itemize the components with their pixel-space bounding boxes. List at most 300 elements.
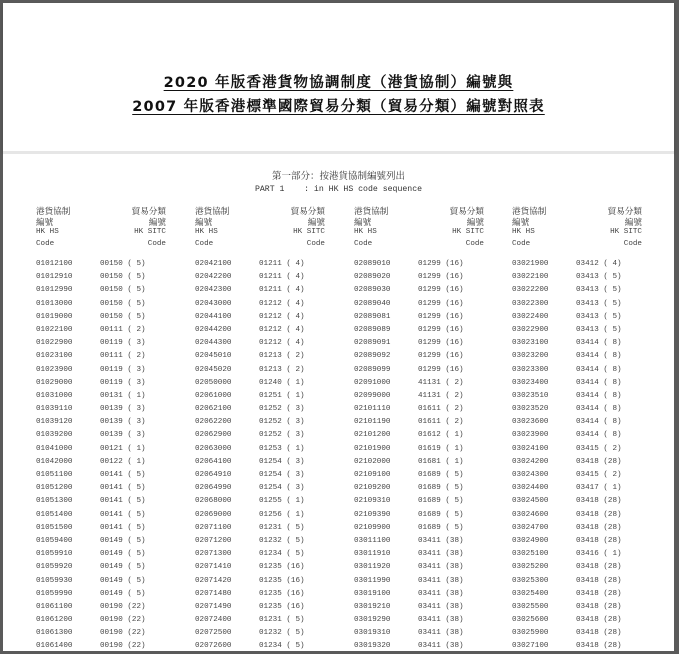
hk-sitc-code: 03418 (28) xyxy=(576,497,622,506)
hk-sitc-code: 03418 (28) xyxy=(576,523,622,532)
hk-hs-code: 01061100 xyxy=(36,602,73,611)
document-title-line-2 xyxy=(3,95,674,116)
table-row xyxy=(195,324,325,337)
hk-hs-code: 02042200 xyxy=(195,273,232,282)
hk-hs-code: 01019000 xyxy=(36,312,73,321)
hk-hs-code: 03011100 xyxy=(354,536,391,545)
hk-hs-code: 03025400 xyxy=(512,589,549,598)
hk-hs-code: 02062100 xyxy=(195,405,232,414)
table-row xyxy=(36,509,166,522)
table-row xyxy=(36,284,166,297)
section-title-zh: 第一部分：按港貨協制編號列出 xyxy=(271,171,405,182)
hk-hs-code: 02050000 xyxy=(195,378,232,387)
table-row xyxy=(512,509,642,522)
hk-hs-code: 02101190 xyxy=(354,418,391,427)
hs-header-en-1: HK HS xyxy=(195,228,218,236)
hk-sitc-code: 00119 ( 3) xyxy=(100,339,146,348)
hk-sitc-code: 03418 (28) xyxy=(576,576,622,585)
table-row xyxy=(354,271,484,284)
hk-sitc-code: 01255 ( 1) xyxy=(259,497,305,506)
table-row xyxy=(195,640,325,653)
title-line-2-text: 2007 年版香港標準國際貿易分類（貿易分類）編號對照表 xyxy=(132,99,545,115)
table-row xyxy=(36,443,166,456)
hk-hs-code: 02044100 xyxy=(195,312,232,321)
hk-sitc-code: 01689 ( 5) xyxy=(418,523,464,532)
hk-sitc-code: 00119 ( 3) xyxy=(100,365,146,374)
hk-hs-code: 02061000 xyxy=(195,391,232,400)
hk-sitc-code: 03418 (28) xyxy=(576,629,622,638)
table-row xyxy=(354,390,484,403)
table-row xyxy=(36,601,166,614)
table-row xyxy=(195,482,325,495)
hk-sitc-code: 03411 (38) xyxy=(418,576,464,585)
table-row xyxy=(36,324,166,337)
hk-sitc-code: 03414 ( 8) xyxy=(576,378,622,387)
table-row xyxy=(354,535,484,548)
hk-hs-code: 01059400 xyxy=(36,536,73,545)
table-row xyxy=(195,469,325,482)
hk-sitc-code: 03414 ( 8) xyxy=(576,365,622,374)
table-row xyxy=(354,495,484,508)
hk-sitc-code: 01211 ( 4) xyxy=(259,286,305,295)
table-row xyxy=(195,364,325,377)
hs-header-en-2: Code xyxy=(195,240,214,248)
hk-hs-code: 02071410 xyxy=(195,563,232,572)
hk-hs-code: 02062900 xyxy=(195,431,232,440)
table-row xyxy=(36,469,166,482)
hk-sitc-code: 03413 ( 5) xyxy=(576,286,622,295)
table-row xyxy=(354,364,484,377)
hk-sitc-code: 01254 ( 3) xyxy=(259,471,305,479)
hk-sitc-code: 03411 (38) xyxy=(418,563,464,572)
table-row xyxy=(512,495,642,508)
hk-sitc-code: 03411 (38) xyxy=(418,589,464,598)
hk-sitc-code: 03411 (38) xyxy=(418,616,464,625)
hk-sitc-code: 00141 ( 5) xyxy=(100,471,146,479)
table-row xyxy=(36,456,166,469)
hk-hs-code: 01051100 xyxy=(36,471,73,479)
table-row xyxy=(354,416,484,429)
hk-sitc-code: 00149 ( 5) xyxy=(100,536,146,545)
table-row xyxy=(195,403,325,416)
hk-sitc-code: 01689 ( 5) xyxy=(418,471,464,479)
hk-sitc-code: 00141 ( 5) xyxy=(100,523,146,532)
table-row xyxy=(195,416,325,429)
table-row xyxy=(512,311,642,324)
table-row xyxy=(512,337,642,350)
table-row xyxy=(36,258,166,271)
hk-sitc-code: 01252 ( 3) xyxy=(259,418,305,427)
hk-hs-code: 01051300 xyxy=(36,497,73,506)
table-row xyxy=(512,377,642,390)
hk-hs-code: 01061300 xyxy=(36,629,73,638)
hk-hs-code: 02064910 xyxy=(195,471,232,479)
table-rows xyxy=(354,258,484,654)
hk-sitc-code: 01232 ( 5) xyxy=(259,536,305,545)
hk-hs-code: 01022900 xyxy=(36,339,73,348)
table-row xyxy=(512,640,642,653)
hk-sitc-code: 00150 ( 5) xyxy=(100,260,146,268)
hk-sitc-code: 01234 ( 5) xyxy=(259,550,305,559)
table-row xyxy=(354,456,484,469)
table-row xyxy=(195,575,325,588)
table-row xyxy=(195,271,325,284)
hk-sitc-code: 00190 (22) xyxy=(100,602,146,611)
table-row xyxy=(195,535,325,548)
table-row xyxy=(195,627,325,640)
hk-sitc-code: 00149 ( 5) xyxy=(100,550,146,559)
hk-hs-code: 02064990 xyxy=(195,484,232,493)
table-row xyxy=(354,258,484,271)
table-row xyxy=(512,588,642,601)
hk-sitc-code: 01251 ( 1) xyxy=(259,391,305,400)
hk-hs-code: 03024900 xyxy=(512,536,549,545)
hk-sitc-code: 03418 (28) xyxy=(576,457,622,466)
hk-sitc-code: 01681 ( 1) xyxy=(418,457,464,466)
sitc-header-en-2: Code xyxy=(465,240,484,248)
hk-sitc-code: 01232 ( 5) xyxy=(259,629,305,638)
table-row xyxy=(512,535,642,548)
hk-sitc-code: 01235 (16) xyxy=(259,602,305,611)
hk-hs-code: 02072400 xyxy=(195,616,232,625)
hs-header-en-1: HK HS xyxy=(354,228,377,236)
table-row xyxy=(195,588,325,601)
hk-sitc-code: 01211 ( 4) xyxy=(259,260,305,268)
hk-sitc-code: 01299 (16) xyxy=(418,365,464,374)
hk-hs-code: 01039110 xyxy=(36,405,73,414)
hs-header-en-1: HK HS xyxy=(36,228,59,236)
hk-hs-code: 01051200 xyxy=(36,484,73,493)
hk-sitc-code: 03411 (38) xyxy=(418,550,464,559)
hk-sitc-code: 01689 ( 5) xyxy=(418,484,464,493)
hk-sitc-code: 00119 ( 3) xyxy=(100,378,146,387)
hk-hs-code: 03024500 xyxy=(512,497,549,506)
table-row xyxy=(512,575,642,588)
hk-sitc-code: 01213 ( 2) xyxy=(259,365,305,374)
table-row xyxy=(354,350,484,363)
hk-sitc-code: 01252 ( 3) xyxy=(259,405,305,414)
hk-sitc-code: 01299 (16) xyxy=(418,352,464,361)
hk-hs-code: 02089081 xyxy=(354,312,391,321)
table-row xyxy=(354,324,484,337)
table-row xyxy=(36,377,166,390)
hs-header-zh-1: 港貨協制 xyxy=(512,207,547,217)
hk-hs-code: 01039120 xyxy=(36,418,73,427)
table-row xyxy=(354,640,484,653)
hk-sitc-code: 03417 ( 1) xyxy=(576,484,622,493)
table-row xyxy=(36,640,166,653)
hk-hs-code: 03024100 xyxy=(512,444,549,453)
table-row xyxy=(195,456,325,469)
hk-sitc-code: 00149 ( 5) xyxy=(100,589,146,598)
table-row xyxy=(512,456,642,469)
hk-hs-code: 01059920 xyxy=(36,563,73,572)
hk-sitc-code: 01689 ( 5) xyxy=(418,510,464,519)
hk-hs-code: 03022900 xyxy=(512,325,549,334)
table-row xyxy=(512,258,642,271)
table-row xyxy=(36,271,166,284)
table-column-group xyxy=(195,205,325,651)
table-row xyxy=(36,614,166,627)
hk-hs-code: 02045020 xyxy=(195,365,232,374)
hk-sitc-code: 03413 ( 5) xyxy=(576,312,622,321)
hk-sitc-code: 03418 (28) xyxy=(576,536,622,545)
table-column-group xyxy=(354,205,484,651)
table-row xyxy=(195,601,325,614)
sitc-header-en-1: HK SITC xyxy=(452,228,484,236)
table-row xyxy=(354,469,484,482)
table-row xyxy=(36,298,166,311)
title-line-1-text: 2020 年版香港貨物協調制度（港貨協制）編號與 xyxy=(163,75,514,91)
table-row xyxy=(512,298,642,311)
hk-hs-code: 03019100 xyxy=(354,589,391,598)
hk-hs-code: 02109310 xyxy=(354,497,391,506)
hk-hs-code: 03019210 xyxy=(354,602,391,611)
hk-hs-code: 03025600 xyxy=(512,616,549,625)
table-column-group xyxy=(512,205,642,651)
table-row xyxy=(195,509,325,522)
hk-sitc-code: 00131 ( 1) xyxy=(100,391,146,400)
table-row xyxy=(36,416,166,429)
table-row xyxy=(36,482,166,495)
hk-hs-code: 03023600 xyxy=(512,418,549,427)
table-rows xyxy=(195,258,325,654)
table-row xyxy=(354,443,484,456)
table-column-group xyxy=(36,205,166,651)
hk-sitc-code: 00150 ( 5) xyxy=(100,312,146,321)
hk-hs-code: 01022100 xyxy=(36,325,73,334)
table-row xyxy=(36,627,166,640)
hk-hs-code: 02064100 xyxy=(195,457,232,466)
hk-sitc-code: 03411 (38) xyxy=(418,602,464,611)
hk-sitc-code: 00141 ( 5) xyxy=(100,497,146,506)
hk-sitc-code: 01234 ( 5) xyxy=(259,642,305,651)
hk-hs-code: 02072500 xyxy=(195,629,232,638)
hk-sitc-code: 03418 (28) xyxy=(576,563,622,572)
sitc-header-zh-1: 貿易分類 xyxy=(131,207,166,217)
table-row xyxy=(354,377,484,390)
hk-hs-code: 02101200 xyxy=(354,431,391,440)
hk-sitc-code: 03414 ( 8) xyxy=(576,391,622,400)
table-row xyxy=(195,337,325,350)
hk-sitc-code: 01231 ( 5) xyxy=(259,616,305,625)
hs-header-zh-2: 編號 xyxy=(36,218,54,228)
table-row xyxy=(354,588,484,601)
hk-sitc-code: 00122 ( 1) xyxy=(100,457,146,466)
hk-hs-code: 03025300 xyxy=(512,576,549,585)
hk-hs-code: 01039200 xyxy=(36,431,73,440)
table-row xyxy=(512,403,642,416)
hk-sitc-code: 00141 ( 5) xyxy=(100,484,146,493)
hk-sitc-code: 00190 (22) xyxy=(100,642,146,651)
title-page xyxy=(3,3,674,151)
table-row xyxy=(36,548,166,561)
hk-hs-code: 01042000 xyxy=(36,457,73,466)
hk-hs-code: 01051500 xyxy=(36,523,73,532)
hk-hs-code: 02089040 xyxy=(354,299,391,308)
hk-sitc-code: 01612 ( 1) xyxy=(418,431,464,440)
column-header xyxy=(354,205,484,251)
table-row xyxy=(512,390,642,403)
hk-hs-code: 02062200 xyxy=(195,418,232,427)
hk-sitc-code: 03414 ( 8) xyxy=(576,418,622,427)
hk-hs-code: 02099000 xyxy=(354,391,391,400)
table-row xyxy=(36,311,166,324)
hs-header-zh-1: 港貨協制 xyxy=(195,207,230,217)
sitc-header-en-2: Code xyxy=(306,240,325,248)
hk-sitc-code: 00190 (22) xyxy=(100,629,146,638)
hs-header-en-2: Code xyxy=(512,240,531,248)
hk-sitc-code: 01299 (16) xyxy=(418,286,464,295)
hk-sitc-code: 03413 ( 5) xyxy=(576,299,622,308)
hk-hs-code: 03011920 xyxy=(354,563,391,572)
hk-hs-code: 01059990 xyxy=(36,589,73,598)
hk-sitc-code: 03414 ( 8) xyxy=(576,339,622,348)
hk-hs-code: 02089089 xyxy=(354,325,391,334)
table-row xyxy=(512,284,642,297)
hk-hs-code: 03027100 xyxy=(512,642,549,651)
hk-hs-code: 02101110 xyxy=(354,405,391,414)
hk-hs-code: 02089092 xyxy=(354,352,391,361)
hk-hs-code: 03011990 xyxy=(354,576,391,585)
table-row xyxy=(512,482,642,495)
hk-hs-code: 03022200 xyxy=(512,286,549,295)
table-row xyxy=(512,614,642,627)
table-row xyxy=(195,548,325,561)
hk-sitc-code: 01235 (16) xyxy=(259,589,305,598)
table-row xyxy=(354,311,484,324)
hk-sitc-code: 01299 (16) xyxy=(418,299,464,308)
hs-header-zh-1: 港貨協制 xyxy=(354,207,389,217)
hk-hs-code: 02071480 xyxy=(195,589,232,598)
table-row xyxy=(512,364,642,377)
hk-sitc-code: 01212 ( 4) xyxy=(259,299,305,308)
table-row xyxy=(195,284,325,297)
hk-hs-code: 03019290 xyxy=(354,616,391,625)
hk-sitc-code: 00149 ( 5) xyxy=(100,576,146,585)
sitc-header-zh-1: 貿易分類 xyxy=(449,207,484,217)
hk-hs-code: 02042100 xyxy=(195,260,232,268)
hk-hs-code: 03023900 xyxy=(512,431,549,440)
table-row xyxy=(36,495,166,508)
hk-sitc-code: 01299 (16) xyxy=(418,273,464,282)
table-rows xyxy=(36,258,166,654)
hk-hs-code: 03025500 xyxy=(512,602,549,611)
hk-sitc-code: 01611 ( 2) xyxy=(418,418,464,427)
hk-sitc-code: 01299 (16) xyxy=(418,312,464,321)
table-row xyxy=(354,561,484,574)
hk-sitc-code: 01256 ( 1) xyxy=(259,510,305,519)
table-row xyxy=(36,588,166,601)
table-row xyxy=(195,311,325,324)
table-row xyxy=(354,429,484,442)
hk-sitc-code: 00111 ( 2) xyxy=(100,325,146,334)
hk-hs-code: 02102000 xyxy=(354,457,391,466)
hk-sitc-code: 03416 ( 1) xyxy=(576,550,622,559)
hk-sitc-code: 03418 (28) xyxy=(576,602,622,611)
table-page xyxy=(3,154,674,651)
hk-hs-code: 03024600 xyxy=(512,510,549,519)
table-row xyxy=(36,364,166,377)
hk-hs-code: 02071490 xyxy=(195,602,232,611)
hk-hs-code: 01061400 xyxy=(36,642,73,651)
table-row xyxy=(195,443,325,456)
table-row xyxy=(354,627,484,640)
table-row xyxy=(36,575,166,588)
sitc-header-zh-2: 編號 xyxy=(148,218,166,228)
hs-header-zh-1: 港貨協制 xyxy=(36,207,71,217)
hk-sitc-code: 00150 ( 5) xyxy=(100,286,146,295)
hk-sitc-code: 03414 ( 8) xyxy=(576,405,622,414)
hk-hs-code: 03019310 xyxy=(354,629,391,638)
table-row xyxy=(512,601,642,614)
hk-sitc-code: 41131 ( 2) xyxy=(418,391,464,400)
hk-sitc-code: 01211 ( 4) xyxy=(259,273,305,282)
sitc-header-en-2: Code xyxy=(623,240,642,248)
table-row xyxy=(354,403,484,416)
hk-hs-code: 03025900 xyxy=(512,629,549,638)
sitc-header-zh-2: 編號 xyxy=(624,218,642,228)
hk-sitc-code: 00139 ( 3) xyxy=(100,405,146,414)
hk-hs-code: 02071300 xyxy=(195,550,232,559)
hk-sitc-code: 03411 (38) xyxy=(418,536,464,545)
hk-sitc-code: 01299 (16) xyxy=(418,325,464,334)
document-title-line-1 xyxy=(3,71,674,92)
table-row xyxy=(354,284,484,297)
hk-hs-code: 03023300 xyxy=(512,365,549,374)
hk-sitc-code: 01254 ( 3) xyxy=(259,457,305,466)
hk-sitc-code: 00139 ( 3) xyxy=(100,418,146,427)
hk-sitc-code: 00150 ( 5) xyxy=(100,273,146,282)
hk-sitc-code: 03413 ( 5) xyxy=(576,273,622,282)
table-row xyxy=(512,561,642,574)
table-row xyxy=(195,614,325,627)
table-row xyxy=(512,416,642,429)
table-row xyxy=(354,601,484,614)
table-row xyxy=(36,337,166,350)
hk-sitc-code: 00139 ( 3) xyxy=(100,431,146,440)
hk-hs-code: 02109200 xyxy=(354,484,391,493)
hk-sitc-code: 03413 ( 5) xyxy=(576,325,622,334)
hk-hs-code: 03023100 xyxy=(512,339,549,348)
table-row xyxy=(512,522,642,535)
table-row xyxy=(36,522,166,535)
hk-sitc-code: 01212 ( 4) xyxy=(259,312,305,321)
table-row xyxy=(195,258,325,271)
table-row xyxy=(36,390,166,403)
hk-hs-code: 03022300 xyxy=(512,299,549,308)
table-row xyxy=(512,627,642,640)
hk-sitc-code: 03411 (38) xyxy=(418,642,464,651)
column-header xyxy=(36,205,166,251)
hk-hs-code: 02089099 xyxy=(354,365,391,374)
hk-hs-code: 02109100 xyxy=(354,471,391,479)
sitc-header-zh-1: 貿易分類 xyxy=(290,207,325,217)
hk-hs-code: 02063000 xyxy=(195,444,232,453)
hk-sitc-code: 01235 (16) xyxy=(259,563,305,572)
hk-hs-code: 03021900 xyxy=(512,260,549,268)
column-header xyxy=(512,205,642,251)
hk-hs-code: 01012990 xyxy=(36,286,73,295)
table-row xyxy=(354,509,484,522)
sitc-header-en-1: HK SITC xyxy=(610,228,642,236)
hk-sitc-code: 03414 ( 8) xyxy=(576,352,622,361)
table-row xyxy=(512,443,642,456)
hk-sitc-code: 01235 (16) xyxy=(259,576,305,585)
hk-hs-code: 02071100 xyxy=(195,523,232,532)
hk-hs-code: 02072600 xyxy=(195,642,232,651)
hk-hs-code: 01023100 xyxy=(36,352,73,361)
